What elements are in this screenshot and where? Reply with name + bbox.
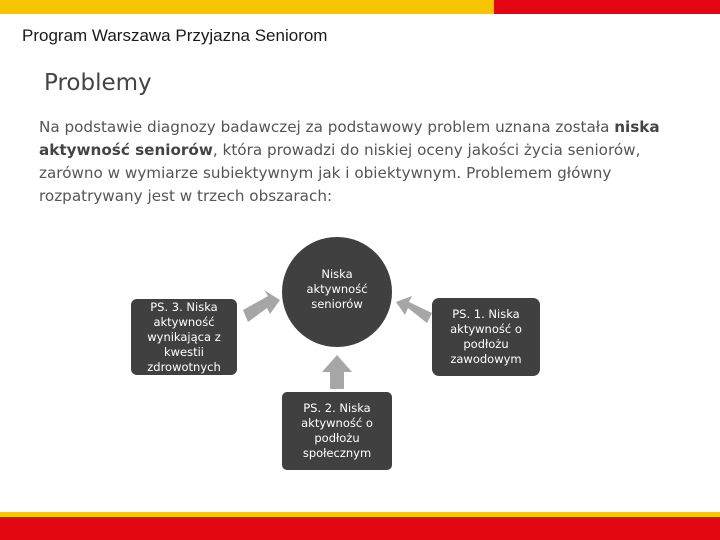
arrow-left-to-center	[243, 290, 280, 322]
node-ps2-social	[282, 392, 392, 470]
node-ps3-line: kwestii	[163, 344, 204, 359]
node-ps2-line: podłożu	[314, 431, 360, 445]
node-main-problem	[282, 237, 392, 347]
node-ps2-line: aktywność o	[301, 416, 373, 430]
node-main-line: seniorów	[311, 297, 363, 311]
bottom-bar-yellow-line	[0, 512, 720, 517]
node-ps2-line: społecznym	[302, 446, 372, 460]
node-ps1-line: aktywność o	[450, 322, 522, 336]
node-ps1-line: PS. 1. Niska	[452, 307, 520, 321]
node-ps1-line: podłożu	[463, 337, 509, 351]
node-main-line: aktywność	[306, 282, 368, 296]
node-ps3-line: PS. 3. Niska	[150, 299, 218, 314]
node-ps3-line: wynikająca z	[147, 329, 221, 344]
intro-emphasis: niska aktywność seniorów	[39, 118, 660, 159]
node-ps1-line: zawodowym	[450, 352, 522, 366]
section-title: Problemy	[44, 70, 152, 96]
node-ps3-health	[131, 299, 237, 375]
bottom-brand-bar	[0, 512, 720, 540]
node-ps3-line: aktywność	[153, 314, 215, 329]
intro-text-part1: Na podstawie diagnozy badawczej za podstawowy problem uznana została	[39, 118, 615, 136]
node-ps1-professional	[432, 298, 540, 376]
node-ps3-line: zdrowotnych	[147, 359, 221, 374]
node-ps2-line: PS. 2. Niska	[303, 401, 371, 415]
arrow-right-to-center	[396, 296, 432, 323]
node-main-line: Niska	[321, 267, 353, 281]
arrow-bottom-to-center	[322, 355, 352, 389]
intro-text-part2: , która prowadzi do niskiej oceny jakości życia seniorów, zarówno w wymiarze subiektywnym jak i obiektywnym. Problemem główny rozpatrywany jest w trzech obszarach:	[39, 141, 641, 205]
program-title: Program Warszawa Przyjazna Seniorom	[22, 26, 328, 45]
